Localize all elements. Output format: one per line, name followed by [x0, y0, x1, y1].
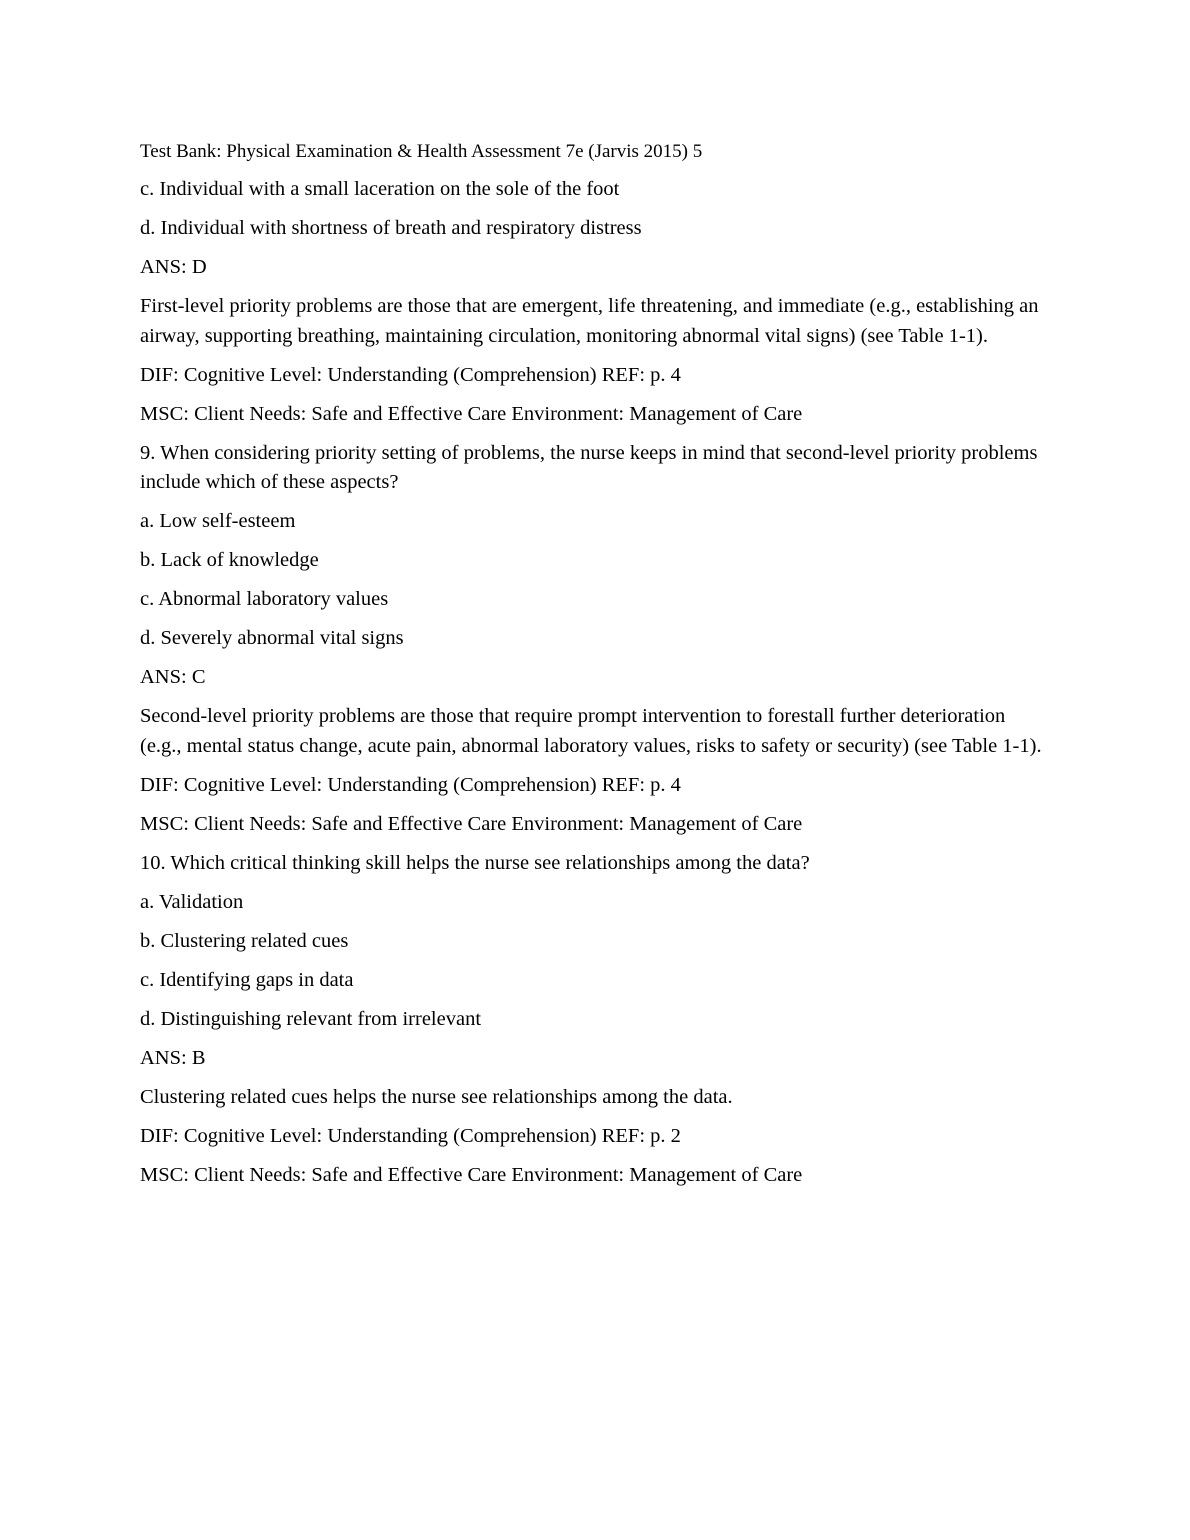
difficulty-reference: DIF: Cognitive Level: Understanding (Comprehension) REF: p. 2	[140, 1124, 681, 1147]
answer-option-a: a. Validation	[140, 890, 244, 913]
document-page	[140, 138, 1050, 1200]
rationale: First-level priority problems are those that are emergent, life threatening, and immediate (e.g., establishing an airway, supporting breathing, maintaining circulation, monitoring abnormal vital signs) (see Table 1-1).	[140, 295, 1039, 347]
answer-option-c: c. Abnormal laboratory values	[140, 588, 389, 610]
answer-option-d: d. Individual with shortness of breath and respiratory distress	[140, 217, 642, 239]
difficulty-reference: DIF: Cognitive Level: Understanding (Comprehension) REF: p. 4	[140, 773, 681, 796]
rationale: Second-level priority problems are those that require prompt intervention to forestall further deterioration (e.g., mental status change, acute pain, abnormal laboratory values, risks to safety or security) (see Table 1-1).	[140, 705, 1042, 757]
page-header: Test Bank: Physical Examination & Health Assessment 7e (Jarvis 2015) 5	[140, 141, 703, 162]
question-9: 9. When considering priority setting of problems, the nurse keeps in mind that second-level priority problems include which of these aspects?	[140, 441, 1038, 493]
answer-option-a: a. Low self-esteem	[140, 510, 296, 532]
answer-option-c: c. Identifying gaps in data	[140, 968, 354, 991]
client-needs: MSC: Client Needs: Safe and Effective Care Environment: Management of Care	[140, 402, 803, 425]
answer-option-b: b. Lack of knowledge	[140, 549, 319, 571]
answer-option-d: d. Severely abnormal vital signs	[140, 627, 404, 649]
answer-option-b: b. Clustering related cues	[140, 929, 349, 952]
answer-option-d: d. Distinguishing relevant from irrelevant	[140, 1007, 482, 1030]
rationale: Clustering related cues helps the nurse see relationships among the data.	[140, 1085, 733, 1108]
answer-key: ANS: B	[140, 1046, 206, 1069]
answer-key: ANS: C	[140, 666, 206, 688]
question-10: 10. Which critical thinking skill helps the nurse see relationships among the data?	[140, 851, 810, 874]
answer-option-c: c. Individual with a small laceration on the sole of the foot	[140, 178, 620, 200]
difficulty-reference: DIF: Cognitive Level: Understanding (Comprehension) REF: p. 4	[140, 363, 681, 386]
client-needs: MSC: Client Needs: Safe and Effective Care Environment: Management of Care	[140, 812, 803, 835]
answer-key: ANS: D	[140, 256, 207, 278]
client-needs: MSC: Client Needs: Safe and Effective Care Environment: Management of Care	[140, 1163, 803, 1186]
